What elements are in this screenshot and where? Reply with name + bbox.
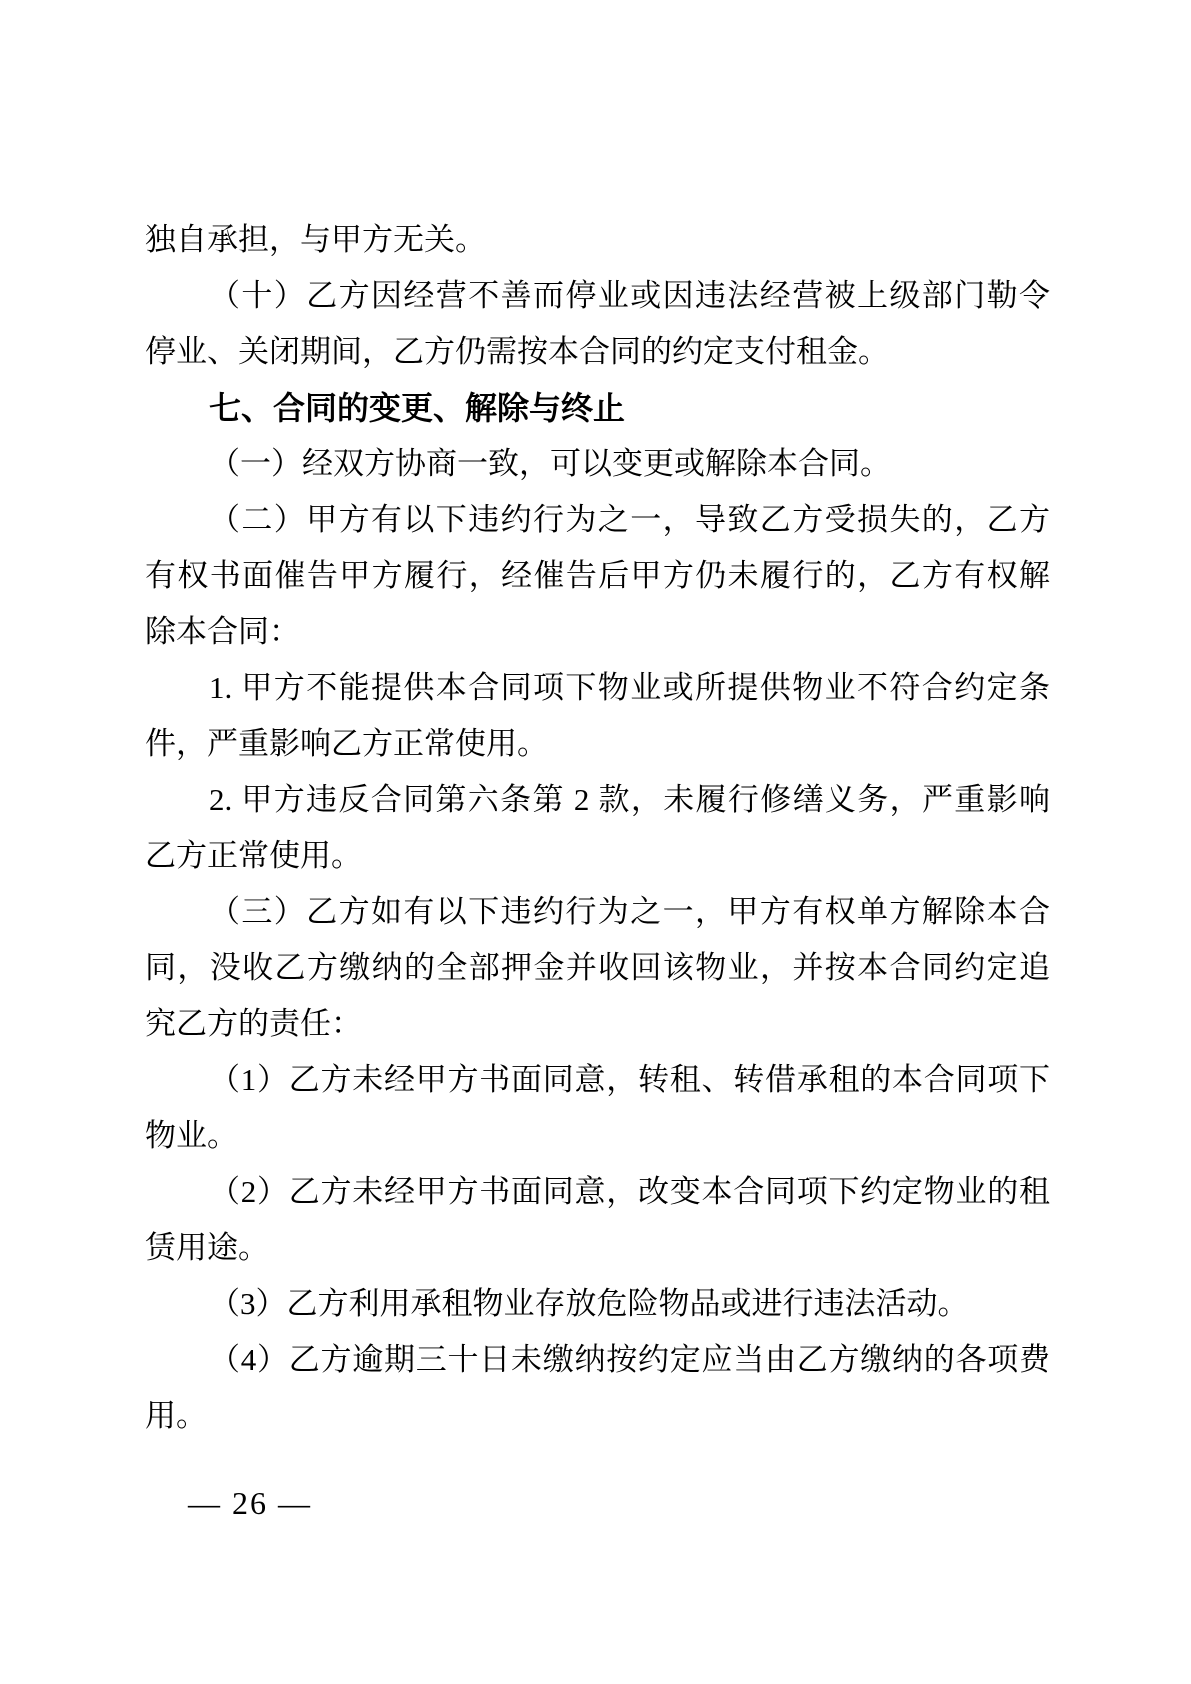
text-line: 同，没收乙方缴纳的全部押金并收回该物业，并按本合同约定追	[145, 950, 1050, 985]
section-heading: 七、合同的变更、解除与终止	[209, 390, 626, 426]
text-line: （3）乙方利用承租物业存放危险物品或进行违法活动。	[209, 1286, 969, 1321]
text-line: （4）乙方逾期三十日未缴纳按约定应当由乙方缴纳的各项费	[209, 1342, 1050, 1377]
page-number	[188, 1482, 312, 1524]
text-line: 物业。	[145, 1118, 238, 1153]
text-line: 2. 甲方违反合同第六条第 2 款，未履行修缮义务，严重影响	[209, 782, 1050, 817]
text-line: 赁用途。	[145, 1230, 269, 1265]
text-line: 停业、关闭期间，乙方仍需按本合同的约定支付租金。	[145, 334, 889, 369]
text-line: 究乙方的责任：	[145, 1006, 362, 1041]
text-line: 1. 甲方不能提供本合同项下物业或所提供物业不符合约定条	[209, 670, 1050, 705]
text-line: （一）经双方协商一致，可以变更或解除本合同。	[209, 446, 891, 481]
text-line: 件，严重影响乙方正常使用。	[145, 726, 548, 761]
text-line: （十）乙方因经营不善而停业或因违法经营被上级部门勒令	[209, 278, 1050, 313]
contract-text-block	[145, 212, 1050, 1444]
text-line: 除本合同：	[145, 614, 300, 649]
text-line: 用。	[145, 1398, 207, 1433]
text-line: 有权书面催告甲方履行，经催告后甲方仍未履行的，乙方有权解	[145, 558, 1050, 593]
text-line: （三）乙方如有以下违约行为之一，甲方有权单方解除本合	[209, 894, 1050, 929]
text-line: （二）甲方有以下违约行为之一，导致乙方受损失的，乙方	[209, 502, 1050, 537]
text-line: （2）乙方未经甲方书面同意，改变本合同项下约定物业的租	[209, 1174, 1050, 1209]
page-number-label: — 26 —	[188, 1485, 312, 1521]
text-line: 乙方正常使用。	[145, 838, 362, 873]
text-line: 独自承担，与甲方无关。	[145, 222, 486, 257]
text-line: （1）乙方未经甲方书面同意，转租、转借承租的本合同项下	[209, 1062, 1050, 1097]
